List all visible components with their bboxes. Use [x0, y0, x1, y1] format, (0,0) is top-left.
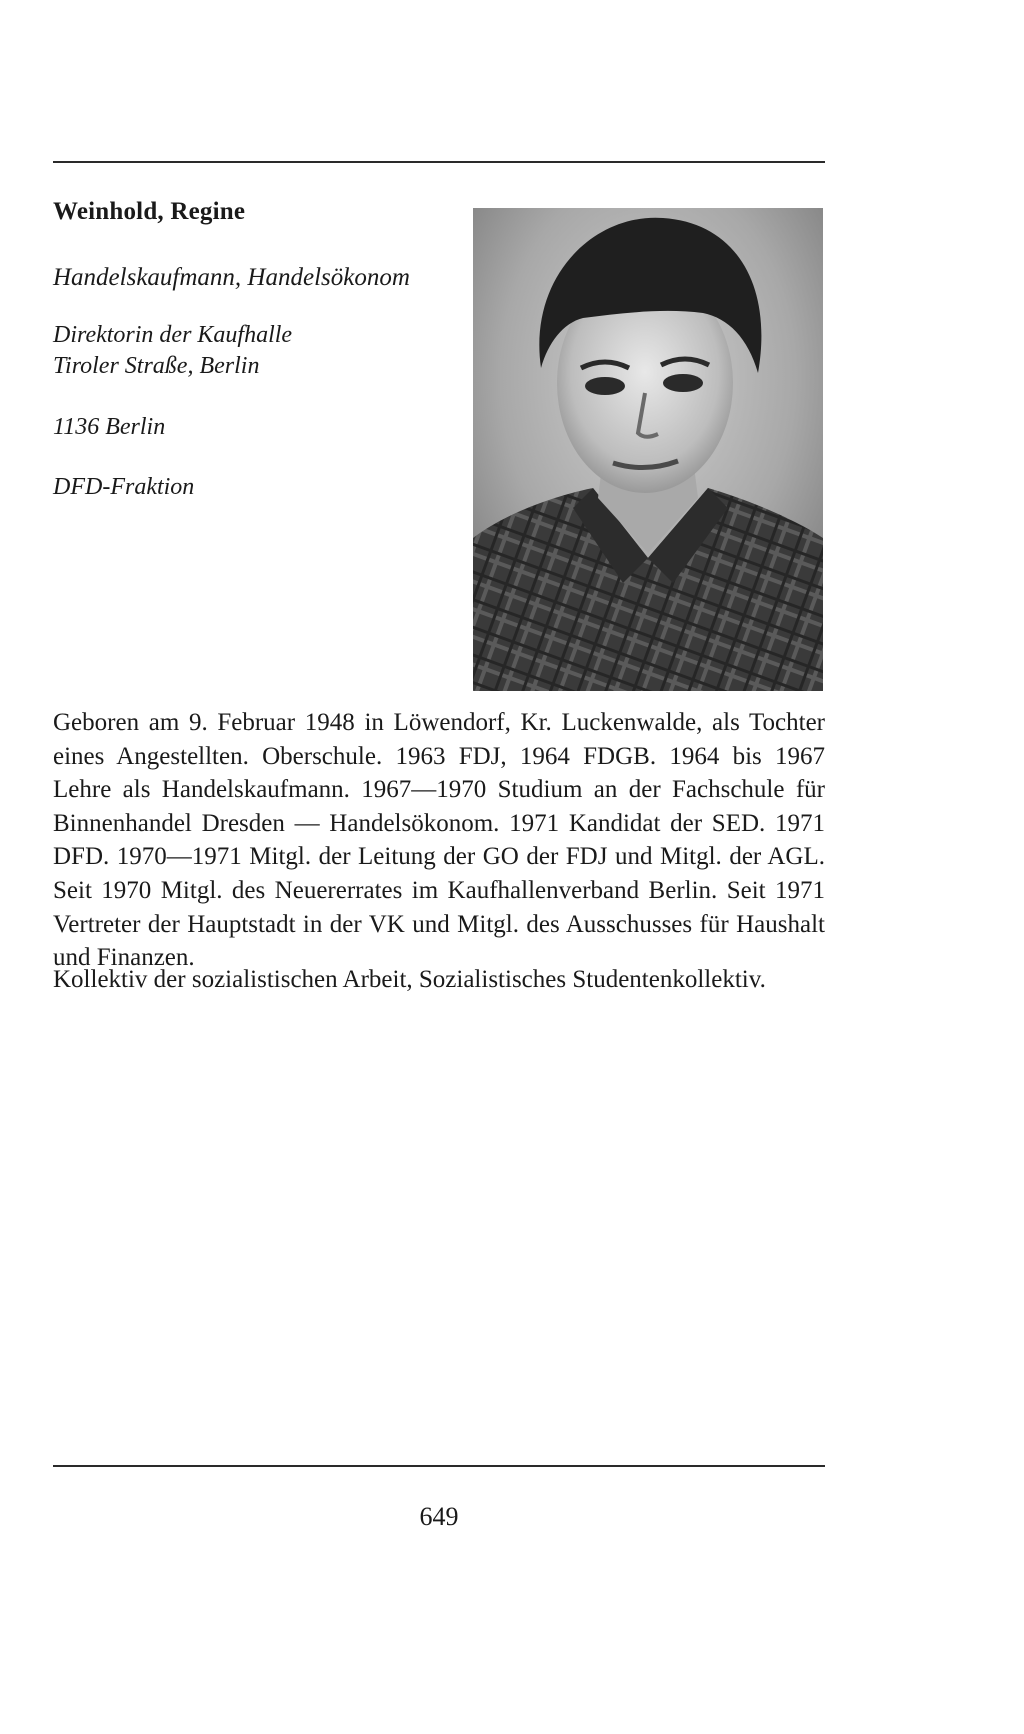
biography-text: Geboren am 9. Februar 1948 in Löwendorf, Kr. Luckenwalde, als Tochter eines Angestellten. Oberschule. 1963 FDJ, 1964 FDGB. 1964 bis 1967 Lehre als Handelskaufmann. 1967—1970 Studium an der Fachschule für Binnenhandel Dresden — Handelsökonom. 1971 Kandidat der SED. 1971 DFD. 1970—1971 Mitgl. der Leitung der GO der FDJ und Mitgl. der AGL. Seit 1970 Mitgl. des Neuererrates im Kaufhallenverband Berlin. Seit 1971 Vertreter der Hauptstadt in der VK und Mitgl. des Ausschusses für Haushalt und Finanzen. [53, 709, 825, 972]
position-line-2: Tiroler Straße, Berlin [53, 353, 260, 379]
top-rule [53, 161, 825, 163]
position-line-1: Direktorin der Kaufhalle [53, 322, 293, 348]
portrait-image [473, 208, 823, 691]
entry-name: Weinhold, Regine [53, 198, 246, 225]
bottom-rule [53, 1465, 825, 1467]
entry-fraction: DFD-Fraktion [53, 474, 195, 500]
honors-text: Kollektiv der sozialistischen Arbeit, Sozialistisches Studentenkollektiv. [53, 966, 766, 993]
page-number: 649 [419, 1502, 459, 1531]
portrait-photo [473, 208, 823, 691]
entry-address: 1136 Berlin [53, 414, 166, 440]
entry-profession: Handelskaufmann, Handelsökonom [53, 264, 410, 291]
entry-position [53, 320, 292, 382]
